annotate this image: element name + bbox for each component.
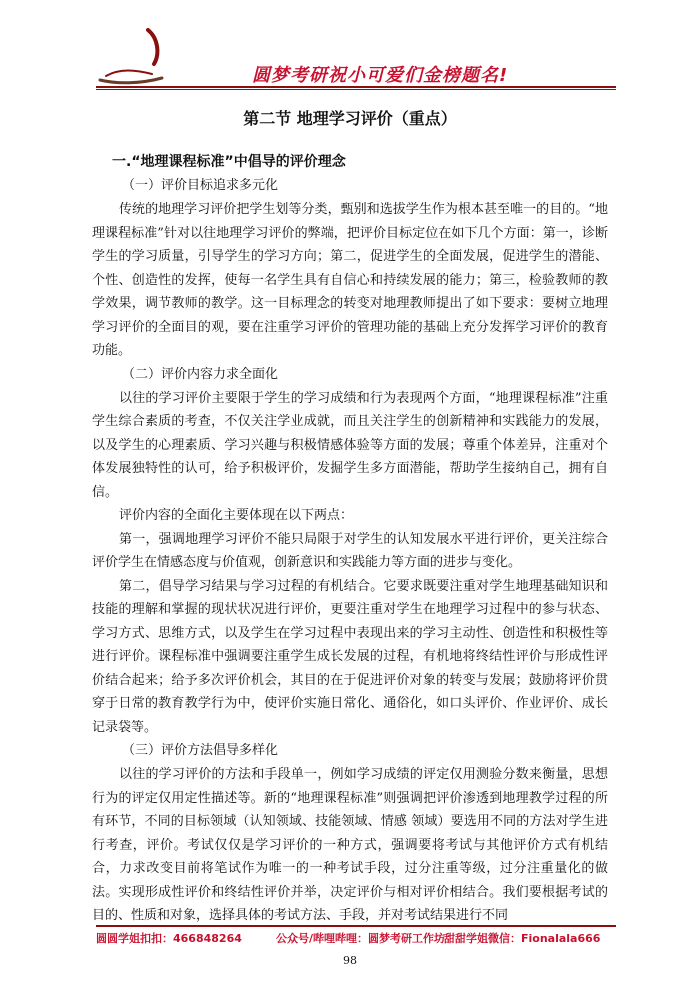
brand-logo-icon: [96, 28, 166, 86]
subsection-heading-2: （二）评价内容力求全面化: [122, 366, 279, 382]
subsection-heading-1: （一）评价目标追求多元化: [122, 178, 279, 193]
paragraph-3: 评价内容的全面化主要体现在以下两点：: [119, 508, 354, 523]
header-divider-thin: [96, 89, 616, 90]
paragraph-1: 传统的地理学习评价把学生划等分类，甄别和选拔学生作为根本甚至唯一的目的。“地理课程标准”针对以往地理学习评价的弊端，把评价目标定位在如下几个方面：第一，诊断学生的学习质量，引导学生的学习方向；第二，促进学生的全面发展，促进学生的潜能、个性、创造性的发挥，使每一名学生具有自信心和持续发展的能力；第三，检验教师的教学效果，调节教师的教学。这一目标理念的转变对地理教师提出了如下要求：要树立地理学习评价的全面目的观，要在注重学习评价的管理功能的基础上充分发挥学习评价的教育功能。: [92, 202, 608, 358]
paragraph-4: 第一，强调地理学习评价不能只局限于对学生的认知发展水平进行评价，更关注综合评价学生在情感态度与价值观，创新意识和实践能力等方面的进步与变化。: [92, 531, 608, 570]
page-footer: [96, 930, 616, 950]
header-slogan: 圆梦考研祝小可爱们金榜题名!: [252, 65, 509, 86]
subsection-heading-3: （三）评价方法倡导多样化: [122, 743, 279, 758]
section-heading: 一.“地理课程标准”中倡导的评价理念: [112, 154, 346, 170]
footer-qq: 圆圆学姐扣扣：466848264: [96, 932, 242, 945]
paragraph-6: 以往的学习评价的方法和手段单一，例如学习成绩的评定仅用测验分数来衡量，思想行为的评定仅用定性描述等。新的“地理课程标准”则强调把评价渗透到地理教学过程的所有环节，不同的目标领域（认知领域、技能领域、情感 领域）要选用不同的方法对学生进行考查，评价。考试仅仅是学习评价的一种方式，强调要将考试与其他评价方式有机结合，力求改变目前将笔试作为唯一的一种考试手段，过分注重等级，过分注重量化的做法。实现形成性评价和终结性评价并举，决定评价与相对评价相结合。我们要根据考试的目的、性质和对象，选择具体的考试方法、手段，并对考试结果进行不同: [92, 767, 608, 923]
footer-wechat: 甜甜学姐微信：Fionalala666: [444, 932, 601, 945]
footer-public-account: 公众号/哔哩哔哩：圆梦考研工作坊: [276, 932, 446, 945]
page-number: 98: [343, 954, 357, 967]
paragraph-2: 以往的学习评价主要限于学生的学习成绩和行为表现两个方面，“地理课程标准”注重学生综合素质的考查，不仅关注学业成就，而且关注学生的创新精神和实践能力的发展，以及学生的心理素质、学习兴趣与积极情感体验等方面的发展；尊重个体差异，注重对个体发展独特性的认可，给予积极评价，发掘学生多方面潜能，帮助学生接纳自己，拥有自信。: [92, 390, 608, 500]
header-divider: [96, 86, 616, 88]
page-title: 第二节 地理学习评价（重点）: [243, 109, 457, 128]
page-header: [0, 0, 700, 98]
paragraph-5: 第二，倡导学习结果与学习过程的有机结合。它要求既要注重对学生地理基础知识和技能的理解和掌握的现状状况进行评价，更要注重对学生在地理学习过程中的参与状态、学习方式、思维方式，以及学生在学习过程中表现出来的学习主动性、创造性和积极性等进行评价。课程标准中强调要注重学生成长发展的过程，有机地将终结性评价与形成性评价结合起来；给予多次评价机会，其目的在于促进评价对象的转变与发展；鼓励将评价贯穿于日常的教育教学行为中，使评价实施日常化、通俗化，如口头评价、作业评价、成长记录袋等。: [92, 578, 608, 735]
document-body: [92, 150, 608, 928]
footer-divider: [96, 925, 616, 927]
